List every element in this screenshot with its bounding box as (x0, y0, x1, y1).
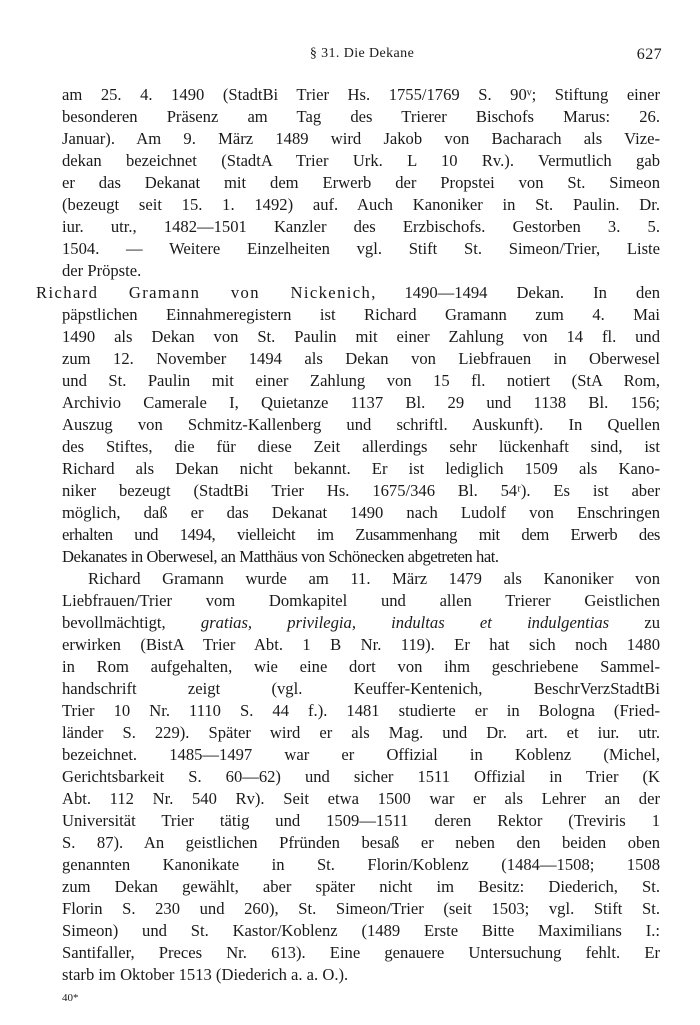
text-line: Richard als Dekan nicht bekannt. Er ist lediglich 1509 als Kano- (62, 459, 660, 478)
text-line: länder S. 229). Später wird er als Mag. und Dr. art. et iur. utr. (62, 723, 660, 742)
text-line: Archivio Camerale I, Quietanze 1137 Bl. 29 und 1138 Bl. 156; (62, 393, 660, 412)
italic-latin-phrase: gratias, privilegia, indultas et indulgentias (200, 613, 610, 632)
text-line: am 25. 4. 1490 (StadtBi Trier Hs. 1755/1769 S. 90ᵛ; Stiftung einer (62, 85, 660, 104)
text-line: Januar). Am 9. März 1489 wird Jakob von Bacharach als Vize- (62, 129, 660, 148)
text-line: Dekanates in Oberwesel, an Matthäus von Schönecken abgetreten hat. (62, 547, 499, 566)
text-line: des Stiftes, die für diese Zeit allerdings sehr lückenhaft sind, ist (62, 437, 660, 456)
text-line: besonderen Präsenz am Tag des Trierer Bischofs Marus: 26. (62, 107, 660, 126)
text-line: iur. utr., 1482—1501 Kanzler des Erzbischofs. Gestorben 3. 5. (62, 217, 660, 236)
text-run: zu (609, 613, 661, 632)
text-line-with-italic (62, 612, 660, 634)
text-line: möglich, daß er das Dekanat 1490 nach Ludolf von Enschringen (62, 503, 660, 522)
text-line: in Rom aufgehalten, wie eine dort von ihm geschriebene Sammel- (62, 657, 660, 676)
text-line: zum Dekan gewählt, aber später nicht im Besitz: Diederich, St. (62, 877, 660, 896)
text-run: bevollmächtigt, (62, 613, 201, 632)
text-line: 1504. — Weitere Einzelheiten vgl. Stift St. Simeon/Trier, Liste (62, 239, 660, 258)
page-header (62, 46, 662, 68)
text-line: genannten Kanonikate in St. Florin/Koblenz (1484—1508; 1508 (62, 855, 660, 874)
text-line: und St. Paulin mit einer Zahlung von 15 fl. notiert (StA Rom, (62, 371, 660, 390)
text-line: starb im Oktober 1513 (Diederich a. a. O.). (62, 965, 349, 984)
text-line: Abt. 112 Nr. 540 Rv). Seit etwa 1500 war er als Lehrer an der (62, 789, 660, 808)
text-line: Liebfrauen/Trier vom Domkapitel und allen Trierer Geistlichen (62, 591, 660, 610)
text-line: er das Dekanat mit dem Erwerb der Propstei von St. Simeon (62, 173, 660, 192)
text-line: Simeon) und St. Kastor/Koblenz (1489 Erste Bitte Maximilians I.: (62, 921, 660, 940)
text-line: Universität Trier tätig und 1509—1511 deren Rektor (Treviris 1 (62, 811, 660, 830)
text-line: dekan bezeichnet (StadtA Trier Urk. L 10 Rv.). Vermutlich gab (62, 151, 660, 170)
text-line: Florin S. 230 und 260), St. Simeon/Trier (seit 1503; vgl. Stift St. (62, 899, 660, 918)
entry-heading-line (36, 282, 660, 304)
text-line: Gerichtsbarkeit S. 60—62) und sicher 1511 Offizial in Trier (K (62, 767, 660, 786)
entry-name: Richard Gramann von Nickenich (36, 283, 372, 302)
text-line: niker bezeugt (StadtBi Trier Hs. 1675/346 Bl. 54ʳ). Es ist aber (62, 481, 660, 500)
entry-lead-rest: , 1490—1494 Dekan. In den (371, 283, 660, 302)
text-line: S. 87). An geistlichen Pfründen besaß er neben den beiden oben (62, 833, 660, 852)
text-line: bezeichnet. 1485—1497 war er Offizial in Koblenz (Michel, (62, 745, 660, 764)
text-line: Trier 10 Nr. 1110 S. 44 f.). 1481 studierte er in Bologna (Fried- (62, 701, 660, 720)
paragraph-first-line: Richard Gramann wurde am 11. März 1479 als Kanoniker von (88, 569, 660, 588)
text-line: (bezeugt seit 15. 1. 1492) auf. Auch Kanoniker in St. Paulin. Dr. (62, 195, 660, 214)
text-line: päpstlichen Einnahmeregistern ist Richard Gramann zum 4. Mai (62, 305, 660, 324)
text-line: erhalten und 1494, vielleicht im Zusammenhang mit dem Erwerb des (62, 525, 660, 544)
text-line: der Pröpste. (62, 261, 142, 280)
text-line: Santifaller, Preces Nr. 613). Eine genauere Untersuchung fehlt. Er (62, 943, 660, 962)
running-title: § 31. Die Dekane (309, 46, 415, 61)
signature-mark: 40* (62, 992, 79, 1004)
text-line: Auszug von Schmitz-Kallenberg und schriftl. Auskunft). In Quellen (62, 415, 660, 434)
text-line: erwirken (BistA Trier Abt. 1 B Nr. 119). Er hat sich noch 1480 (62, 635, 660, 654)
text-line: handschrift zeigt (vgl. Keuffer-Kentenich, BeschrVerzStadtBi (62, 679, 660, 698)
page-number: 627 (636, 46, 662, 63)
text-line: 1490 als Dekan von St. Paulin mit einer Zahlung von 14 fl. und (62, 327, 660, 346)
text-line: zum 12. November 1494 als Dekan von Liebfrauen in Oberwesel (62, 349, 660, 368)
